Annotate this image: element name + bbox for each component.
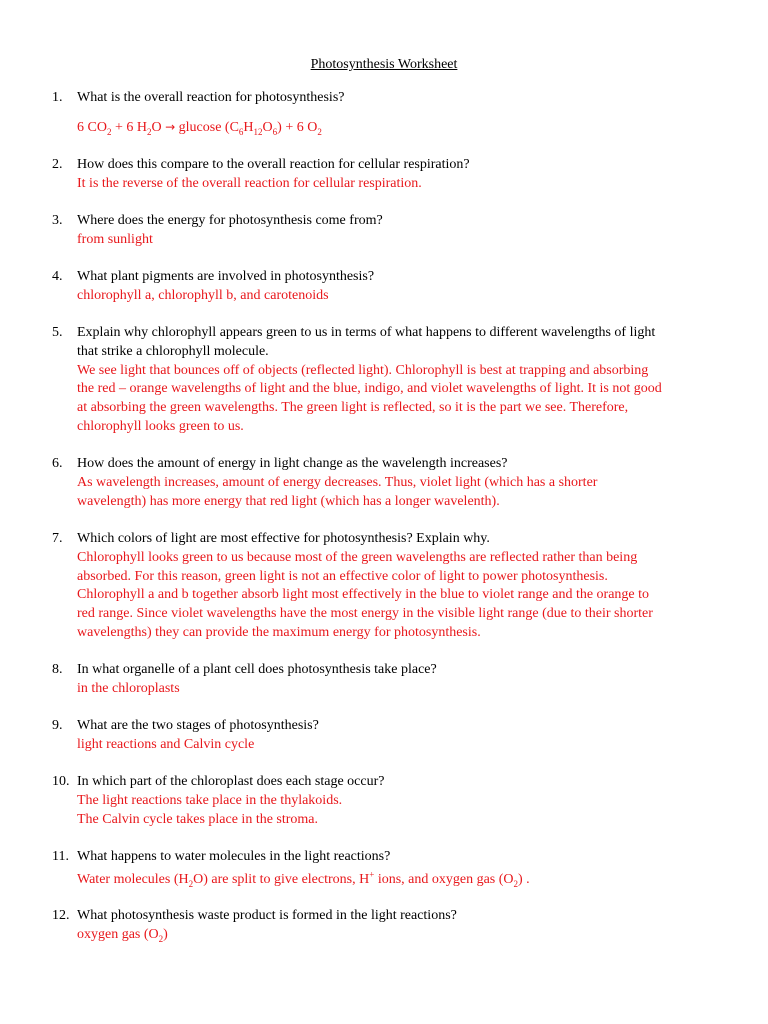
eq-sub: 6 — [272, 126, 278, 137]
question-10 — [52, 773, 712, 829]
answer-part: ) — [163, 926, 168, 942]
answer-line: the red – orange wavelengths of light and the blue, indigo, and violet wavelengths of light. It is not good — [77, 381, 662, 397]
eq-sub: 2 — [146, 126, 152, 137]
answer-line: light reactions and Calvin cycle — [77, 736, 255, 752]
question-text: What photosynthesis waste product is formed in the light reactions? — [77, 908, 457, 923]
eq-sub: 12 — [253, 126, 263, 137]
question-number: 7. — [52, 531, 63, 546]
question-6 — [52, 455, 712, 511]
eq-part: ) + 6 O — [277, 119, 318, 135]
answer-part: oxygen gas (O — [77, 926, 159, 942]
answer-line: absorbed. For this reason, green light is not an effective color of light to power photosynthesis. — [77, 568, 608, 584]
question-number: 8. — [52, 662, 63, 677]
answer-line: chlorophyll looks green to us. — [77, 418, 244, 434]
question-number: 10. — [52, 774, 70, 789]
answer-line: from sunlight — [77, 231, 153, 247]
question-text: What plant pigments are involved in photosynthesis? — [77, 269, 375, 284]
question-number: 12. — [52, 908, 70, 923]
eq-sub: 2 — [106, 126, 112, 137]
question-3 — [52, 212, 712, 250]
question-text: In what organelle of a plant cell does photosynthesis take place? — [77, 662, 437, 677]
question-text-line: Explain why chlorophyll appears green to us in terms of what happens to different wavelengths of light — [77, 325, 656, 340]
answer-line: Chlorophyll a and b together absorb light most effectively in the blue to violet range and the orange to — [77, 587, 650, 603]
page-title: Photosynthesis Worksheet — [310, 57, 458, 72]
eq-part: + 6 H — [111, 119, 147, 135]
answer-part: ) . — [518, 871, 530, 887]
question-number: 6. — [52, 456, 63, 471]
answer-line: wavelength) has more energy that red light (which has a longer wavelenth). — [77, 493, 500, 509]
eq-part: 6 CO — [77, 119, 107, 135]
question-number: 1. — [52, 90, 63, 105]
question-text: In which part of the chloroplast does each stage occur? — [77, 774, 385, 789]
answer-line: As wavelength increases, amount of energy decreases. Thus, violet light (which has a shorter — [77, 474, 598, 490]
answer-line: The light reactions take place in the thylakoids. — [77, 792, 343, 808]
question-text: Where does the energy for photosynthesis come from? — [77, 213, 383, 228]
question-11 — [52, 848, 712, 890]
question-2 — [52, 156, 712, 194]
question-number: 2. — [52, 157, 63, 172]
answer-line — [77, 871, 712, 890]
answer-line: Chlorophyll looks green to us because most of the green wavelengths are reflected rather than being — [77, 549, 638, 565]
question-1 — [52, 89, 712, 138]
answer-equation — [77, 118, 712, 138]
eq-part: H — [243, 119, 254, 135]
question-12 — [52, 907, 712, 945]
question-4 — [52, 268, 712, 306]
question-number: 4. — [52, 269, 63, 284]
answer-line: It is the reverse of the overall reaction for cellular respiration. — [77, 175, 422, 191]
question-text: How does this compare to the overall reaction for cellular respiration? — [77, 157, 470, 172]
question-text: What happens to water molecules in the light reactions? — [77, 849, 391, 864]
answer-part: O) are split to give electrons, H — [193, 871, 370, 887]
arrow-icon: → — [165, 119, 176, 134]
answer-line: wavelengths) they can provide the maximum energy for photosynthesis. — [77, 624, 481, 640]
question-7 — [52, 530, 712, 643]
answer-part: Water molecules (H — [77, 871, 189, 887]
answer-line — [77, 926, 712, 945]
eq-sub: 2 — [317, 126, 322, 137]
question-number: 9. — [52, 718, 63, 733]
answer-line: We see light that bounces off of objects (reflected light). Chlorophyll is best at trapping and absorbing — [77, 362, 649, 378]
answer-sub: 2 — [188, 878, 194, 889]
question-number: 5. — [52, 325, 63, 340]
question-text: Which colors of light are most effective for photosynthesis? Explain why. — [77, 531, 490, 546]
answer-line: The Calvin cycle takes place in the stroma. — [77, 811, 319, 827]
answer-line: chlorophyll a, chlorophyll b, and carotenoids — [77, 287, 329, 303]
eq-sub: 6 — [238, 126, 244, 137]
answer-line: at absorbing the green wavelengths. The green light is reflected, so it is the part we see. Therefore, — [77, 400, 629, 416]
eq-part: glucose (C — [175, 119, 239, 135]
question-8 — [52, 661, 712, 699]
question-9 — [52, 717, 712, 755]
question-text: What is the overall reaction for photosynthesis? — [77, 90, 345, 105]
question-5 — [52, 324, 712, 437]
answer-sub: 2 — [513, 878, 519, 889]
eq-part: O — [151, 119, 166, 135]
question-text-line: that strike a chlorophyll molecule. — [77, 343, 269, 359]
answer-part: ions, and oxygen gas (O — [374, 871, 514, 887]
answer-line: in the chloroplasts — [77, 680, 180, 696]
answer-sup: + — [369, 869, 375, 880]
answer-sub: 2 — [158, 933, 164, 944]
question-number: 3. — [52, 213, 63, 228]
question-text: What are the two stages of photosynthesis? — [77, 718, 319, 733]
question-number: 11. — [52, 849, 69, 864]
answer-line: red range. Since violet wavelengths have the most energy in the visible light range (due to their shorter — [77, 606, 653, 622]
question-text: How does the amount of energy in light change as the wavelength increases? — [77, 456, 508, 471]
eq-part: O — [262, 119, 273, 135]
